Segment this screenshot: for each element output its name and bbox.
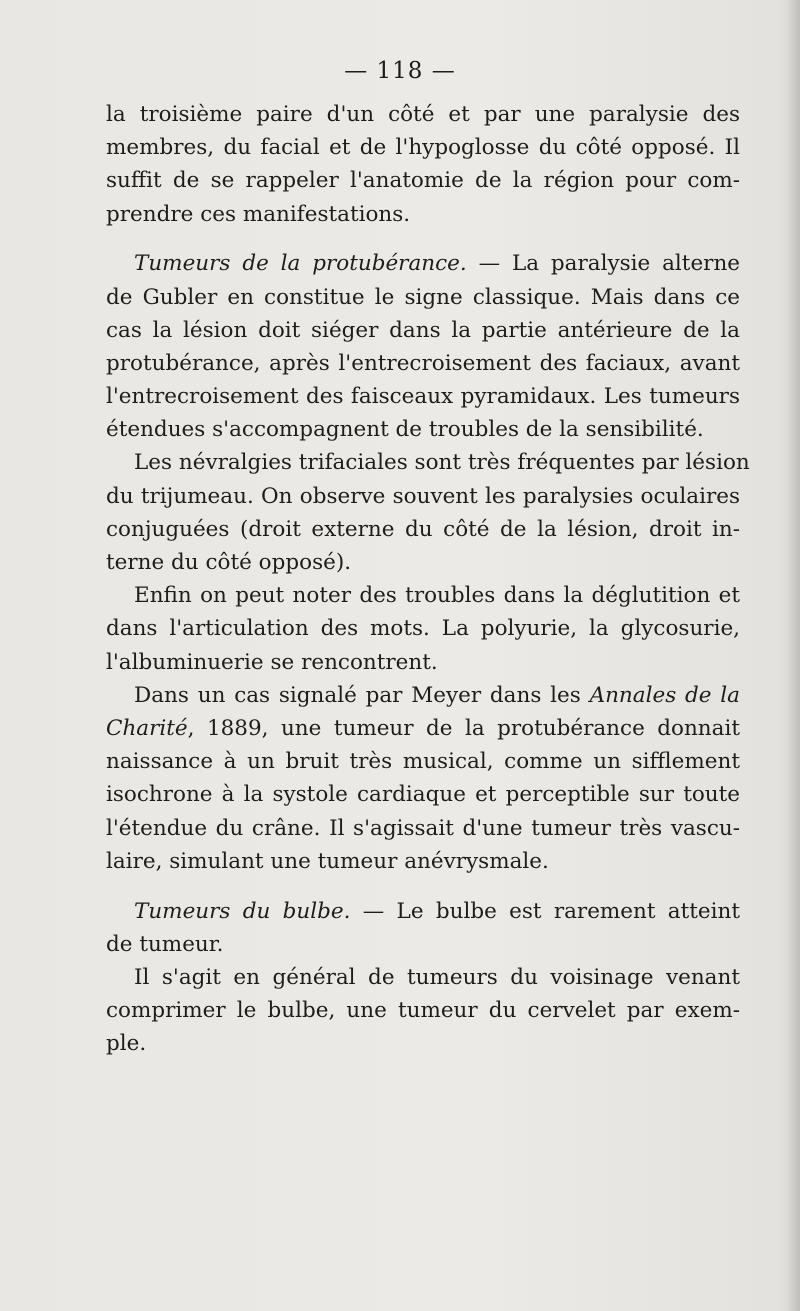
- text-line: Les névralgies trifaciales sont très fréquentes par lésion: [134, 450, 750, 476]
- text-line: étendues s'accompagnent de troubles de la sensibilité.: [106, 417, 704, 443]
- text-line: ple.: [106, 1031, 147, 1057]
- paragraph: [106, 895, 740, 961]
- page-number: — 118 —: [344, 58, 456, 84]
- text-line: protubérance, après l'entrecroisement des faciaux, avant: [106, 350, 740, 376]
- text-line: Charité, 1889, une tumeur de la protubérance donnait: [106, 715, 740, 741]
- section-heading: Tumeurs de la protubérance.: [134, 251, 467, 277]
- text-line: dans l'articulation des mots. La polyurie, la glycosurie,: [106, 616, 740, 642]
- text-line: Il s'agit en général de tumeurs du voisinage venant: [134, 964, 740, 990]
- text-line: membres, du facial et de l'hypoglosse du côté opposé. Il: [106, 135, 740, 161]
- section-heading: Tumeurs du bulbe.: [134, 898, 351, 924]
- text-line: Tumeurs de la protubérance. — La paralysie alterne: [134, 251, 741, 277]
- text-line: la troisième paire d'un côté et par une paralysie des: [106, 102, 740, 127]
- page-edge-shadow: [786, 0, 800, 1311]
- text-line: Enfin on peut noter des troubles dans la déglutition et: [134, 583, 740, 609]
- text-line: suffit de se rappeler l'anatomie de la région pour com-: [106, 168, 740, 194]
- text-line: l'entrecroisement des faisceaux pyramidaux. Les tumeurs: [106, 384, 740, 410]
- paragraph: [106, 98, 740, 231]
- text-line: Dans un cas signalé par Meyer dans les Annales de la: [134, 682, 740, 708]
- text-line: terne du côté opposé).: [106, 550, 352, 576]
- text-line: conjuguées (droit externe du côté de la lésion, droit in-: [106, 516, 740, 542]
- paragraph: [106, 961, 740, 1061]
- text-line: isochrone à la systole cardiaque et perceptible sur toute: [106, 782, 740, 808]
- text-line: prendre ces manifestations.: [106, 201, 411, 227]
- paragraph: [106, 247, 740, 446]
- journal-title-cont: Charité: [106, 715, 188, 741]
- text-line: l'albuminuerie se rencontrent.: [106, 649, 438, 675]
- paragraph: [106, 446, 750, 579]
- text-line: Tumeurs du bulbe. — Le bulbe est rarement atteint: [134, 898, 740, 924]
- text-line: l'étendue du crâne. Il s'agissait d'une tumeur très vascu-: [106, 815, 740, 841]
- text-line: comprimer le bulbe, une tumeur du cervelet par exem-: [106, 998, 740, 1024]
- text-line: du trijumeau. On observe souvent les paralysies oculaires: [106, 483, 740, 509]
- text-line: de Gubler en constitue le signe classique. Mais dans ce: [106, 284, 740, 310]
- paragraph: [106, 679, 740, 878]
- text-line: cas la lésion doit siéger dans la partie antérieure de la: [106, 317, 740, 343]
- text-line: laire, simulant une tumeur anévrysmale.: [106, 848, 549, 874]
- paragraph: [106, 579, 740, 679]
- journal-title: Annales de la: [589, 682, 740, 708]
- text-line: naissance à un bruit très musical, comme un sifflement: [106, 749, 740, 775]
- body-text: [106, 98, 750, 1060]
- text-line: de tumeur.: [106, 931, 224, 957]
